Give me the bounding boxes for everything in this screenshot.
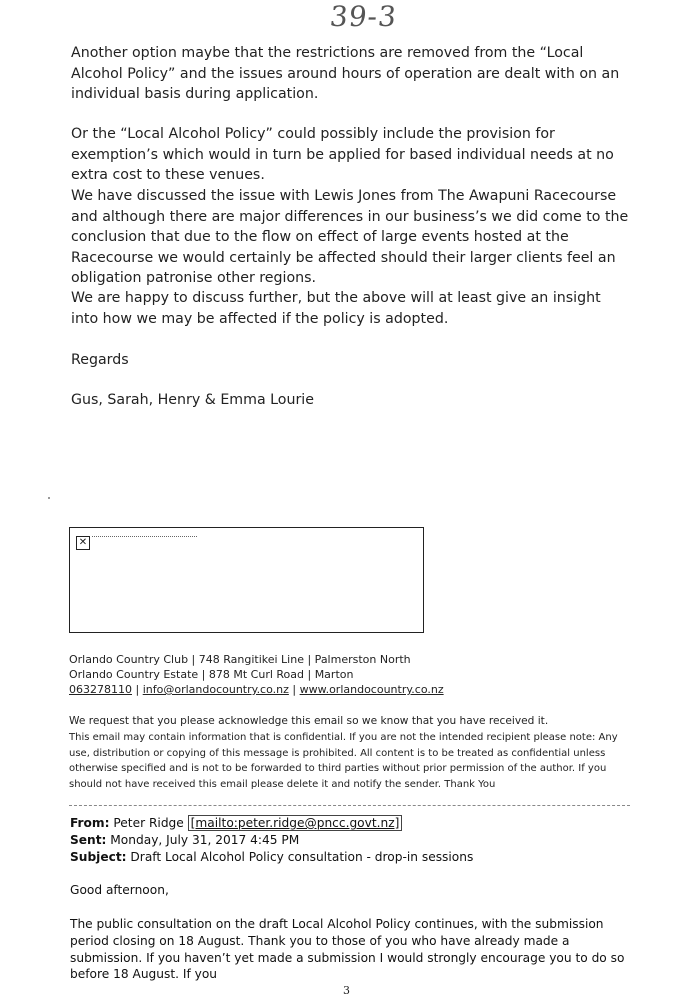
- email-greeting: Good afternoon,: [70, 883, 169, 897]
- subject-value: Draft Local Alcohol Policy consultation - drop-in sessions: [130, 850, 474, 864]
- signature-line-estate: Orlando Country Estate | 878 Mt Curl Road | Marton: [69, 668, 354, 681]
- website-link[interactable]: www.orlandocountry.co.nz: [299, 683, 444, 696]
- contact-separator: |: [132, 683, 143, 696]
- confidentiality-notice: This email may contain information that is confidential. If you are not the intended recipient please note: Any use, distribution or copying of this message is prohibited. All content is to be treated as confidential unless otherwise specified and is not to be forwarded to third parties without prior permission of the author. If you should not have received this email please delete it and notify the sender. Thank You: [69, 732, 618, 790]
- email-subject-line: [70, 849, 473, 865]
- email-from-line: [70, 815, 402, 831]
- letter-paragraph-2: Or the “Local Alcohol Policy” could possibly include the provision for exemption’s which would in turn be applied for based individual needs at no extra cost to these venues.: [71, 126, 614, 183]
- letter-paragraph-1: Another option maybe that the restrictions are removed from the “Local Alcohol Policy” and the issues around hours of operation are dealt with on an individual basis during application.: [71, 45, 620, 102]
- broken-image-icon: ✕: [76, 536, 90, 550]
- handwritten-annotation: 39-3: [328, 0, 399, 33]
- email-link[interactable]: info@orlandocountry.co.nz: [142, 683, 289, 696]
- sent-value: Monday, July 31, 2017 4:45 PM: [110, 833, 300, 847]
- subject-label: Subject:: [70, 850, 127, 864]
- signature-contact-line: [69, 682, 444, 697]
- letter-paragraph-3: We have discussed the issue with Lewis Jones from The Awapuni Racecourse and although there are major differences in our business’s we did come to the conclusion that due to the flow on effect of large events hosted at the Racecourse we would certainly be affected should their larger clients feel an obligation patronise other regions.: [71, 188, 629, 286]
- image-alt-text-trail: [92, 536, 197, 537]
- letter-signatories: Gus, Sarah, Henry & Emma Lourie: [71, 392, 314, 408]
- page-number: 3: [343, 984, 350, 997]
- email-sent-line: [70, 832, 299, 848]
- contact-separator-2: |: [288, 683, 300, 696]
- acknowledge-request: We request that you please acknowledge this email so we know that you have received it.: [69, 715, 549, 727]
- email-body: The public consultation on the draft Local Alcohol Policy continues, with the submission period closing on 18 August. Thank you to those of you who have already made a submission. If you haven’t yet made a submission I would strongly encourage you to do so before 18 August. If you: [70, 917, 625, 982]
- sent-label: Sent:: [70, 833, 107, 847]
- scan-speck: [48, 497, 50, 499]
- logo-image-placeholder: [69, 527, 424, 633]
- email-divider: [69, 805, 630, 806]
- mailto-text: [mailto:peter.ridge@pncc.govt.nz]: [190, 816, 400, 830]
- from-name: Peter Ridge: [113, 816, 184, 830]
- signature-line-club: Orlando Country Club | 748 Rangitikei Line | Palmerston North: [69, 653, 411, 666]
- letter-closing: Regards: [71, 352, 129, 368]
- from-label: From:: [70, 816, 110, 830]
- from-mailto-link[interactable]: [188, 815, 403, 831]
- letter-paragraph-4: We are happy to discuss further, but the above will at least give an insight into how we may be affected if the policy is adopted.: [71, 290, 601, 327]
- phone-link[interactable]: 063278110: [69, 683, 132, 696]
